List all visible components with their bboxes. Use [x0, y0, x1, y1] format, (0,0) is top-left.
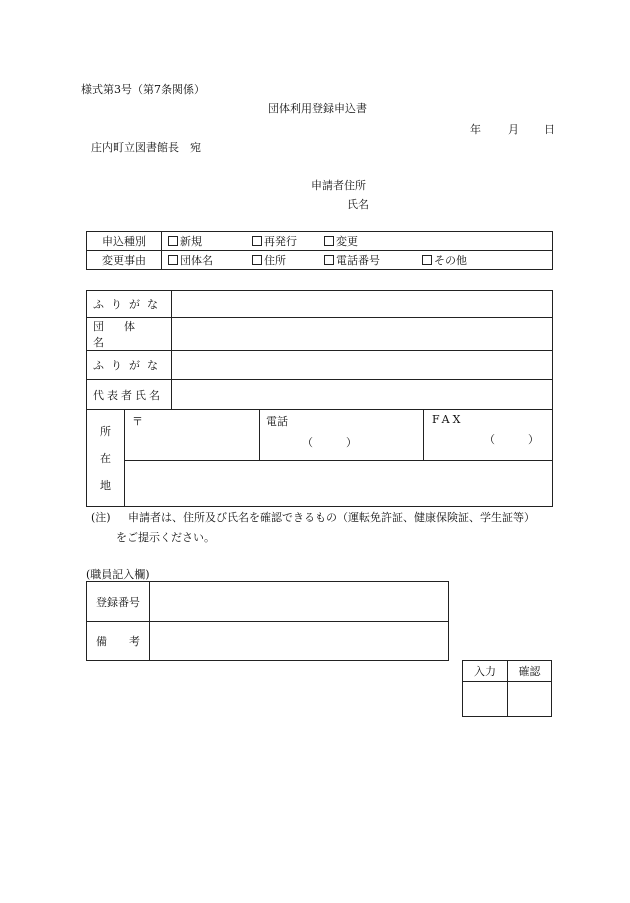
- registration-number-field[interactable]: [150, 582, 449, 622]
- option-other[interactable]: その他: [422, 252, 467, 268]
- org-name-label: 団体名: [87, 318, 172, 351]
- application-type-label: 申込種別: [87, 232, 162, 251]
- organization-table: [86, 290, 553, 507]
- checkbox-icon[interactable]: [252, 236, 262, 246]
- representative-field[interactable]: [172, 380, 553, 410]
- date-year-label: 年: [470, 123, 481, 136]
- form-number: 様式第3号（第7条関係）: [81, 83, 205, 96]
- option-phone[interactable]: 電話番号: [324, 252, 422, 268]
- input-check-field[interactable]: [463, 682, 508, 717]
- checkbox-icon[interactable]: [324, 255, 334, 265]
- date-month-label: 月: [508, 123, 519, 136]
- org-name-field[interactable]: [172, 318, 553, 351]
- fax-label: FAX: [432, 413, 464, 426]
- note-line-1: 申請者は、住所及び氏名を確認できるもの（運転免許証、健康保険証、学生証等）: [128, 511, 535, 524]
- address-field[interactable]: [125, 461, 553, 507]
- application-type-options: [162, 232, 553, 251]
- option-new[interactable]: 新規: [168, 233, 252, 249]
- checkbox-icon[interactable]: [324, 236, 334, 246]
- input-check-label: 入力: [463, 661, 508, 682]
- org-furigana-field[interactable]: [172, 291, 553, 318]
- confirm-check-field[interactable]: [508, 682, 552, 717]
- option-change[interactable]: 変更: [324, 233, 358, 249]
- note-line-2: をご提示ください。: [116, 531, 215, 544]
- change-reason-label: 変更事由: [87, 251, 162, 270]
- change-reason-options: [162, 251, 553, 270]
- postal-mark: 〒: [132, 415, 143, 428]
- option-org-name[interactable]: 団体名: [168, 252, 252, 268]
- note-prefix: (注): [91, 511, 111, 524]
- remarks-field[interactable]: [150, 622, 449, 661]
- addressee: 庄内町立図書館長 宛: [91, 141, 201, 154]
- furigana-label: ふりがな: [87, 291, 172, 318]
- check-table: [462, 660, 552, 717]
- checkbox-icon[interactable]: [168, 236, 178, 246]
- remarks-label: 備 考: [87, 622, 150, 661]
- furigana-label-2: ふりがな: [87, 351, 172, 380]
- location-label: 所 在 地: [87, 410, 125, 507]
- date-day-label: 日: [544, 123, 555, 136]
- checkbox-icon[interactable]: [252, 255, 262, 265]
- fax-area-code: （ ）: [484, 433, 539, 446]
- phone-area-code: （ ）: [302, 436, 357, 449]
- staff-table: [86, 581, 449, 661]
- fax-field[interactable]: [424, 410, 553, 461]
- applicant-address-label: 申請者住所: [311, 179, 366, 192]
- checkbox-icon[interactable]: [422, 255, 432, 265]
- phone-label: 電話: [266, 415, 288, 428]
- staff-section-label: (職員記入欄): [86, 568, 150, 581]
- representative-furigana-field[interactable]: [172, 351, 553, 380]
- representative-label: 代表者氏名: [87, 380, 172, 410]
- registration-number-label: 登録番号: [87, 582, 150, 622]
- postal-code-field[interactable]: [125, 410, 260, 461]
- applicant-name-label: 氏名: [347, 198, 369, 211]
- application-type-table: [86, 231, 553, 270]
- phone-field[interactable]: [260, 410, 424, 461]
- option-address[interactable]: 住所: [252, 252, 324, 268]
- form-title: 団体利用登録申込書: [268, 102, 367, 115]
- checkbox-icon[interactable]: [168, 255, 178, 265]
- confirm-check-label: 確認: [508, 661, 552, 682]
- option-reissue[interactable]: 再発行: [252, 233, 324, 249]
